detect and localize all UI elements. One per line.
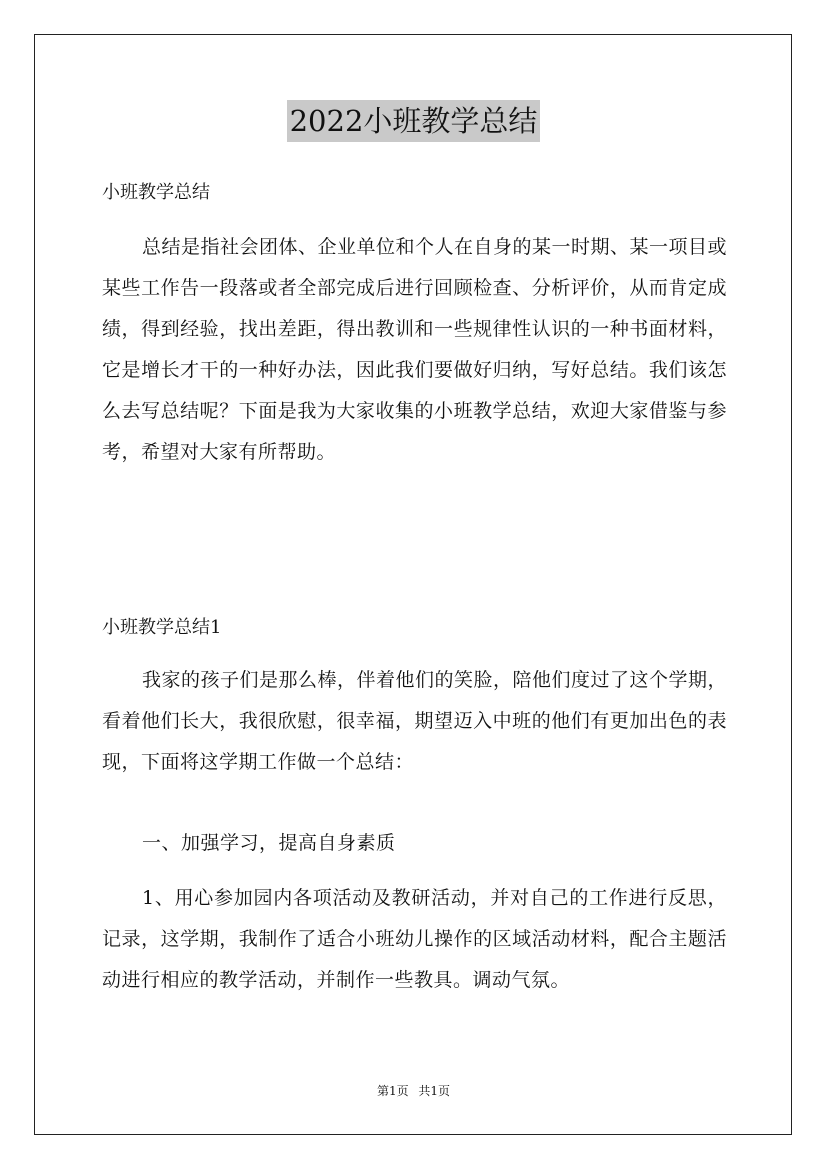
title-container: [0, 100, 827, 142]
page-footer: [0, 1083, 827, 1099]
document-subtitle: 小班教学总结: [102, 182, 210, 203]
document-title: 2022小班教学总结: [287, 100, 541, 142]
section-paragraph: 我家的孩子们是那么棒，伴着他们的笑脸，陪他们度过了这个学期，看着他们长大，我很欣慰，很幸福，期望迈入中班的他们有更加出色的表现，下面将这学期工作做一个总结：: [102, 669, 728, 773]
section-heading: 小班教学总结1: [102, 617, 222, 638]
page-total: 共1页: [418, 1084, 451, 1098]
subheading: 一、加强学习，提高自身素质: [142, 832, 396, 854]
intro-paragraph: 总结是指社会团体、企业单位和个人在自身的某一时期、某一项目或某些工作告一段落或者全部完成后进行回顾检查、分析评价，从而肯定成绩，得到经验，找出差距，得出教训和一些规律性认识的一种书面材料，它是增长才干的一种好办法，因此我们要做好归纳，写好总结。我们该怎么去写总结呢？下面是我为大家收集的小班教学总结，欢迎大家借鉴与参考，希望对大家有所帮助。: [102, 236, 728, 463]
list-item: 1、用心参加园内各项活动及教研活动，并对自己的工作进行反思，记录，这学期，我制作了适合小班幼儿操作的区域活动材料，配合主题活动进行相应的教学活动，并制作一些教具。调动气氛。: [102, 887, 727, 991]
page-number: 第1页: [376, 1084, 409, 1098]
